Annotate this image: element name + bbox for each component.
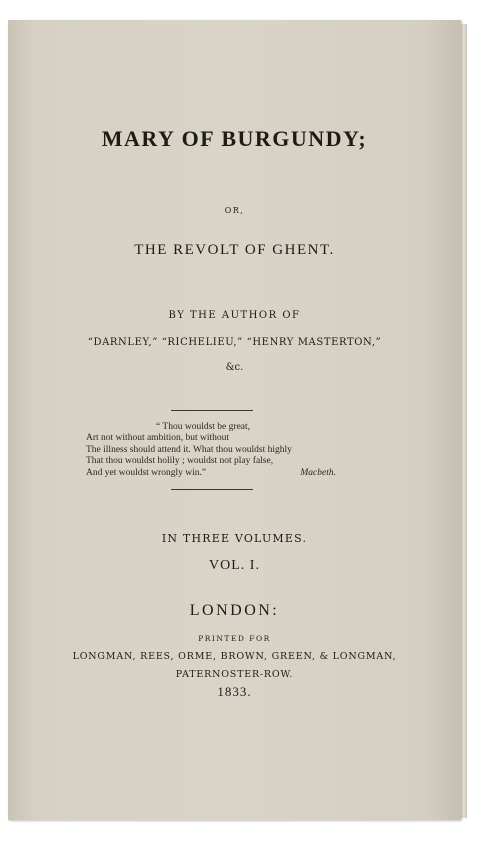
publisher-address: PATERNOSTER-ROW. — [175, 669, 294, 680]
epigraph-line: “ Thou wouldst be great, — [156, 422, 251, 432]
imprint-city: LONDON: — [189, 602, 280, 619]
volume-count: IN THREE VOLUMES. — [161, 532, 308, 545]
previous-works: “DARNLEY,” “RICHELIEU,” “HENRY MASTERTON,” — [87, 337, 382, 348]
page-edge — [461, 24, 467, 818]
publishers: LONGMAN, REES, ORME, BROWN, GREEN, & LONGMAN, — [72, 651, 397, 662]
top-divider — [171, 410, 253, 411]
bottom-divider — [171, 489, 253, 490]
epigraph-line: And yet wouldst wrongly win.” — [86, 467, 207, 478]
book-page — [8, 20, 461, 820]
or-connector: OR, — [224, 206, 245, 215]
epigraph-attribution: Macbeth. — [300, 467, 336, 478]
printed-for: PRINTED FOR — [198, 634, 271, 643]
epigraph-line: Art not without ambition, but without — [86, 433, 230, 444]
epigraph-line: The illness should attend it. What thou wouldst highly — [86, 444, 292, 455]
publication-year: 1833. — [217, 684, 252, 699]
etcetera: &c. — [225, 362, 244, 373]
epigraph — [86, 422, 356, 479]
book-title: MARY OF BURGUNDY; — [101, 126, 368, 151]
epigraph-line: That thou wouldst holily ; wouldst not play false, — [86, 456, 274, 467]
volume-number: VOL. I. — [209, 558, 260, 573]
byline: BY THE AUTHOR OF — [168, 310, 301, 321]
book-subtitle: THE REVOLT OF GHENT. — [134, 242, 335, 258]
